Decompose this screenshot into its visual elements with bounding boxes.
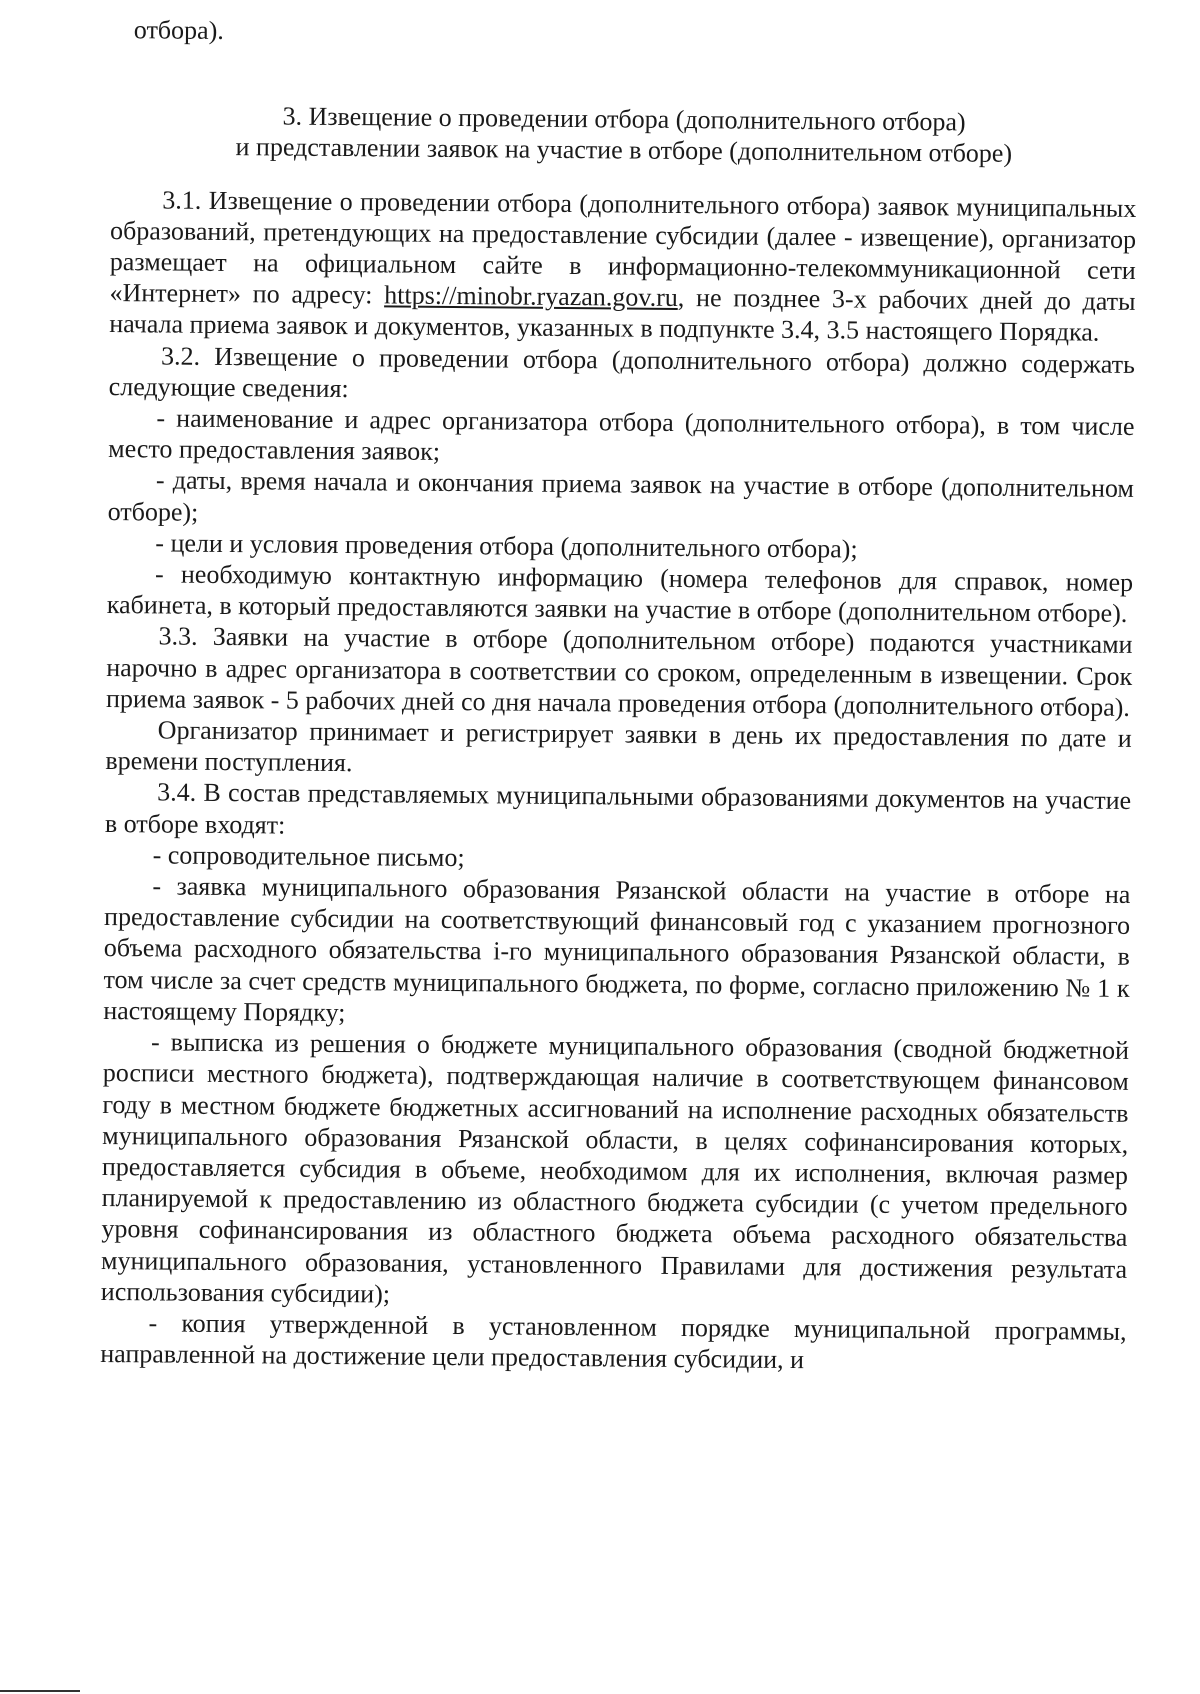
paragraph-3-2: 3.2. Извещение о проведении отбора (дополнительного отбора) должно содержать следующие сведения:: [108, 341, 1136, 403]
list-item: - сопроводительное письмо;: [152, 840, 465, 872]
list-item: - заявка муниципального образования Рязанской области на участие в отборе на предоставление субсидии на соответствующий финансовый год с указанием прогнозного объема расходного обязательства i-го муниципального образования Рязанской области, в том числе за счет средств муниципального бюджета, по форме, согласно приложению № 1 к настоящему Порядку;: [103, 871, 1131, 1027]
list-item: - выписка из решения о бюджете муниципального образования (сводной бюджетной росписи местного бюджета), подтверждающая наличие в соответствующем финансовом году в местном бюджете бюджетных ассигнований на исполнение расходных обязательств муниципального образования Рязанской области, в целях софинансирования которых, предоставляется субсидия в объеме, необходимом для их исполнения, включая размер планируемой к предоставлению из областного бюджета субсидии (с учетом предельного уровня софинансирования из областного бюджета объема расходного обязательства муниципального образования, установленного Правилами для достижения результата использования субсидии);: [100, 1027, 1130, 1309]
list-item: - цели и условия проведения отбора (дополнительного отбора);: [155, 528, 858, 564]
paragraph-3-1: [109, 184, 1136, 349]
paragraph-organizer: Организатор принимает и регистрирует заявки в день их предоставления по дате и времени поступления.: [105, 715, 1132, 778]
paragraph-3-3: 3.3. Заявки на участие в отборе (дополнительном отборе) подаются участниками нарочно в адрес организатора в соответствии со сроком, определенным в извещении. Срок приема заявок - 5 рабочих дней со дня начала проведения отбора (дополнительного отбора).: [105, 621, 1133, 722]
list-item: - наименование и адрес организатора отбора (дополнительного отбора), в том числе место предоставления заявок;: [108, 403, 1135, 467]
document-body: [100, 14, 1138, 1378]
paragraph-3-4: 3.4. В состав представляемых муниципальными образованиями документов на участие в отборе входят:: [104, 777, 1132, 840]
paragraph-3-1-text-end: , не позднее 3-х рабочих дней до даты начала приема заявок и документов, указанных в подпункте 3.4, 3.5 настоящего Порядка.: [109, 283, 1136, 348]
list-item: - необходимую контактную информацию (номера телефонов для справок, номер кабинета, в который предоставляются заявки на участие в отборе (дополнительном отборе).: [106, 559, 1134, 629]
list-item: - даты, время начала и окончания приема заявок на участие в отборе (дополнительном отборе);: [107, 465, 1135, 527]
paragraph-3-1-text-start: 3.1. Извещение о проведении отбора (дополнительного отбора) заявок муниципальных образований, претендующих на предоставление субсидии (далее - извещение), организатор размещает на официальном сайте в информационно-телекоммуникационной сети «Интернет» по адресу:: [109, 185, 1137, 310]
page-edge-divider: [0, 1690, 80, 1692]
site-link[interactable]: https://minobr.ryazan.gov.ru: [384, 280, 678, 313]
continuation-text: отбора).: [133, 15, 224, 45]
list-item: - копия утвержденной в установленном порядке муниципальной программы, направленной на достижение цели предоставления субсидии, и: [100, 1308, 1127, 1375]
section-title-line-1: 3. Извещение о проведении отбора (дополнительного отбора): [282, 101, 966, 137]
section-title-line-2: и представлении заявок на участие в отборе (дополнительном отборе): [235, 132, 1013, 169]
section-title: [111, 99, 1138, 170]
